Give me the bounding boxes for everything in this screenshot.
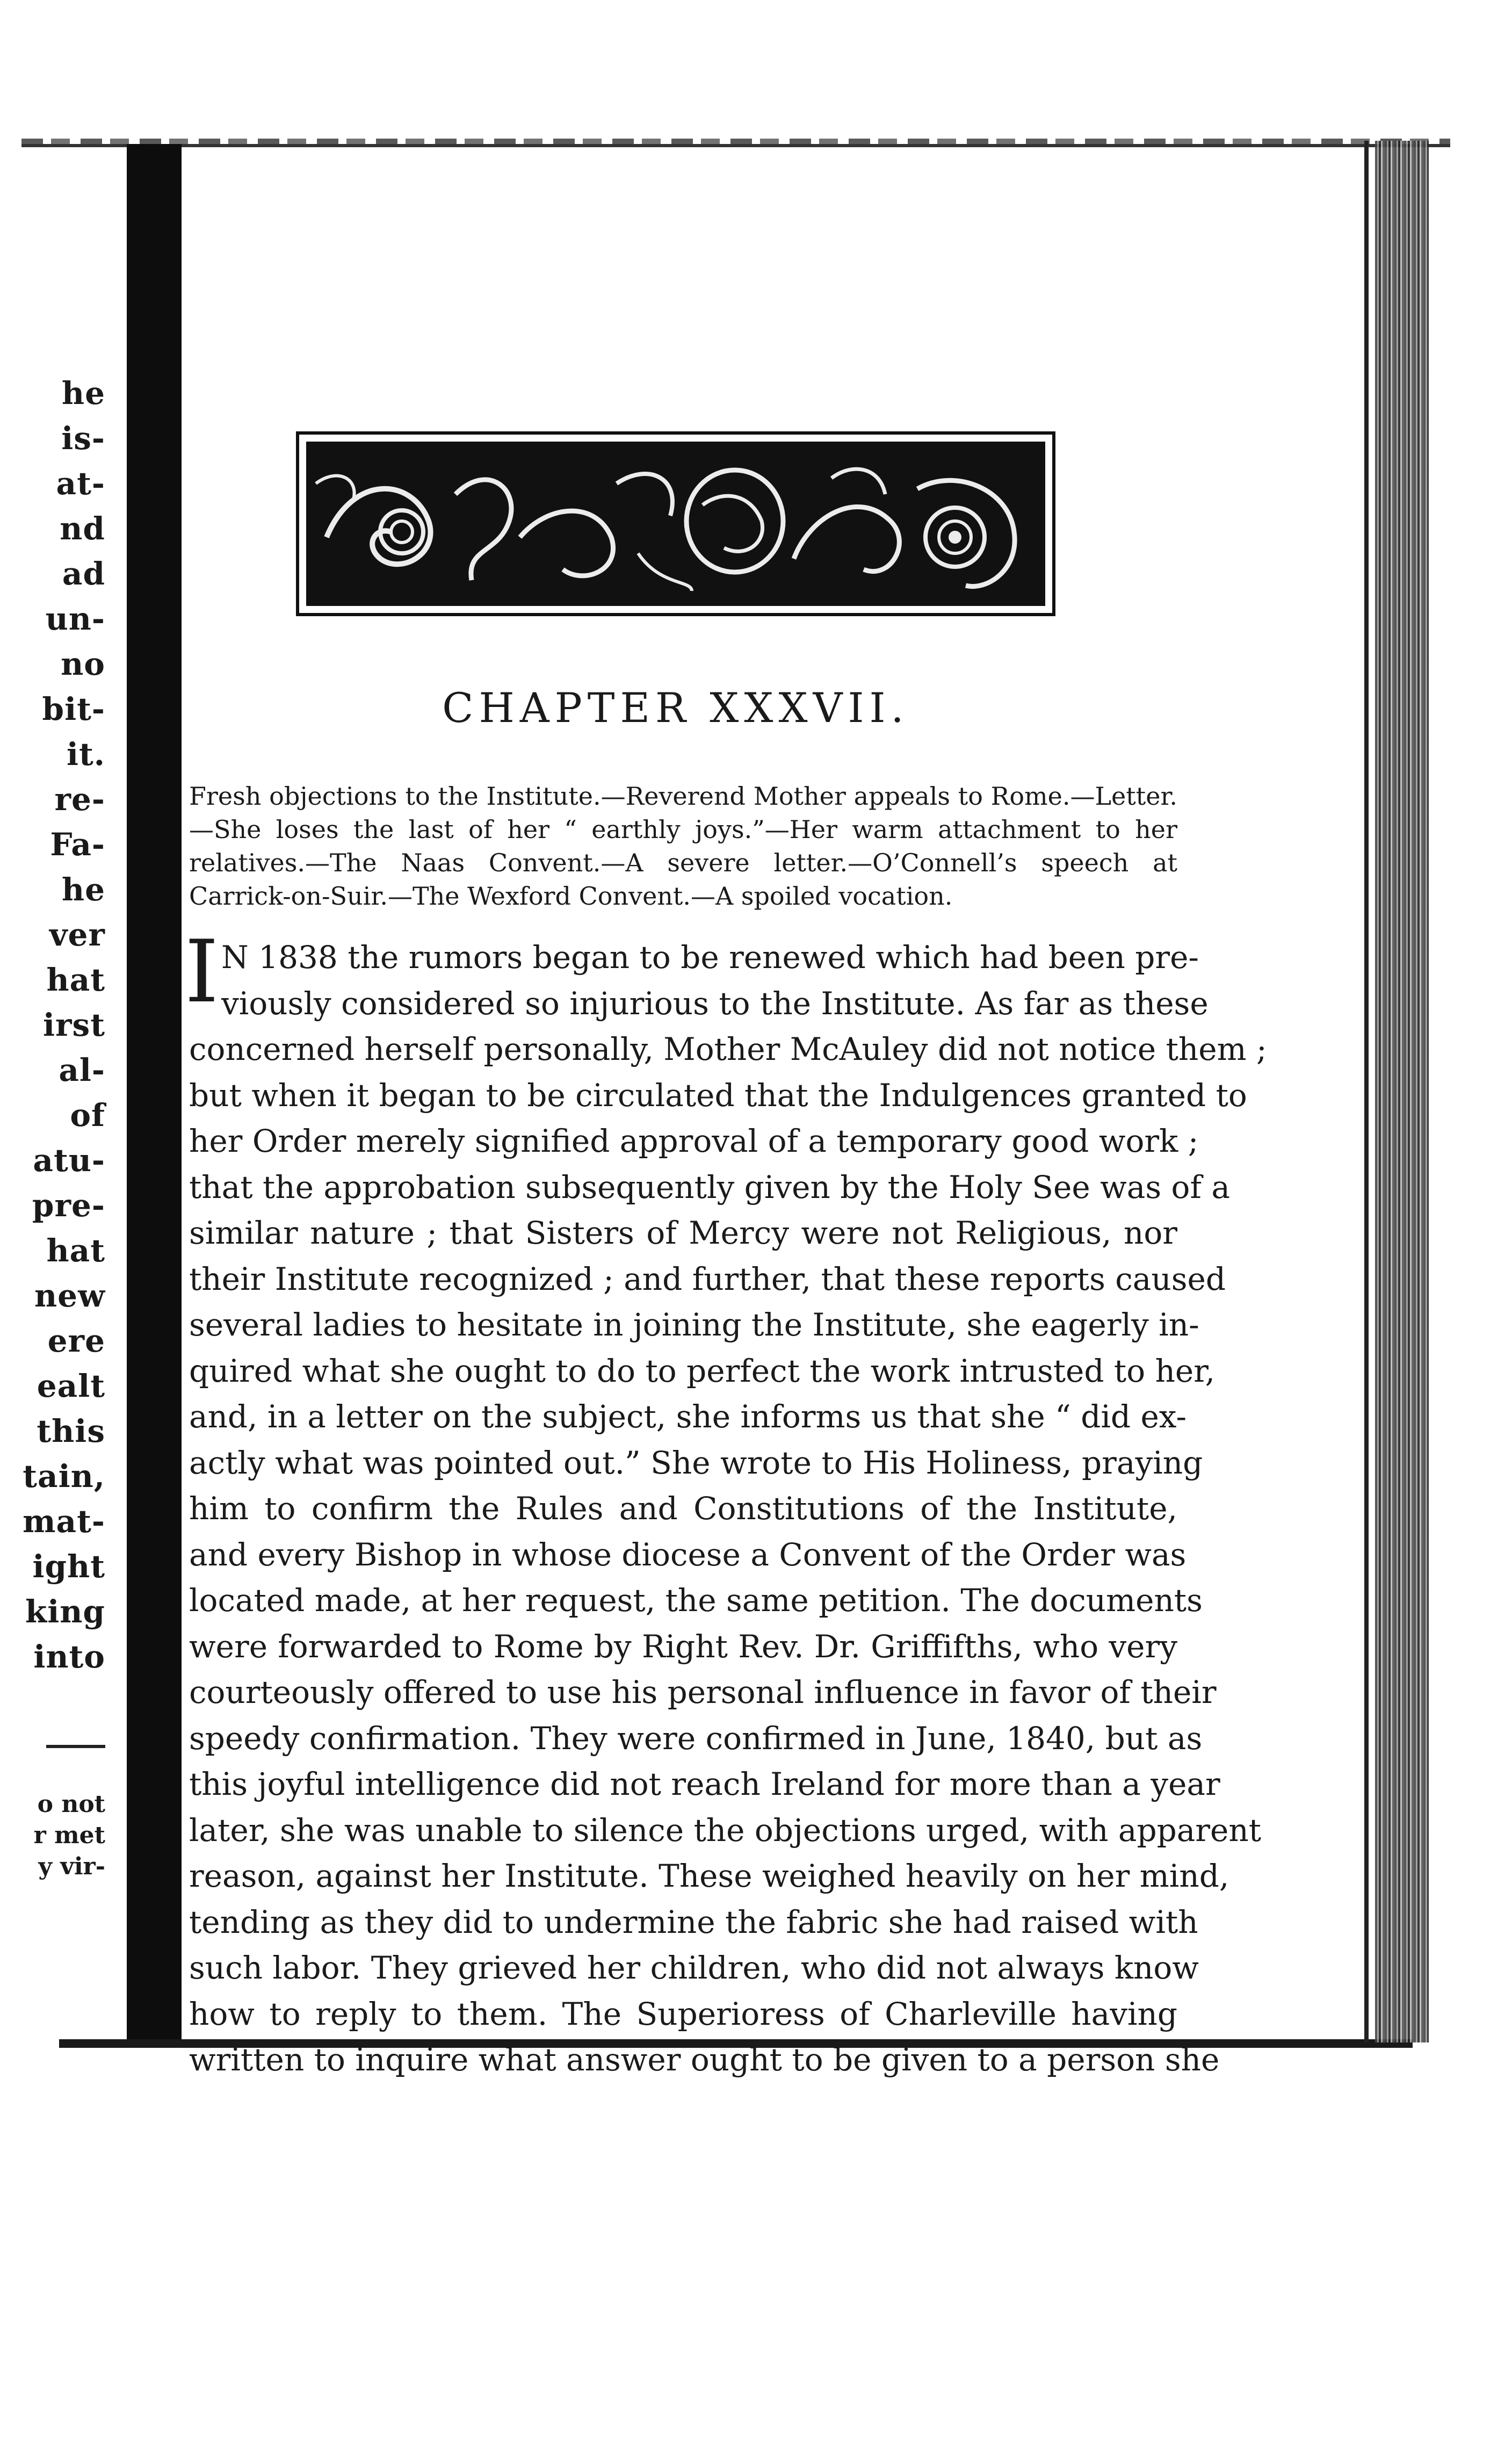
decorative-ornament-banner	[294, 430, 1057, 618]
facing-page-fragment: ealt	[37, 1368, 105, 1404]
body-line: but when it began to be circulated that the Indulgences granted to	[189, 1077, 1247, 1114]
drop-cap: I	[185, 921, 219, 1022]
facing-page-fragment: pre-	[32, 1187, 105, 1224]
body-line: that the approbation subsequently given by the Holy See was of a	[189, 1168, 1230, 1205]
right-edge-line	[1364, 141, 1369, 2042]
body-line: later, she was unable to silence the objections urged, with apparent	[189, 1811, 1262, 1849]
facing-page-fragment: nd	[60, 510, 105, 547]
facing-page-fragments-lower	[0, 1789, 105, 1882]
body-line: similar nature ; that Sisters of Mercy were not Religious, nor	[189, 1215, 1177, 1251]
facing-page-fragment: un-	[45, 601, 105, 637]
facing-page-rule	[46, 1745, 105, 1748]
body-line: quired what she ought to do to perfect the work intrusted to her,	[189, 1352, 1216, 1389]
facing-page-fragments-upper	[0, 371, 105, 1679]
page-edge-texture	[1375, 141, 1429, 2042]
facing-page-fragment: al-	[59, 1052, 105, 1088]
facing-page-fragment: king	[25, 1593, 105, 1630]
binding-spine	[127, 144, 182, 2046]
body-text	[185, 921, 1267, 2083]
facing-page-fragment: ad	[62, 555, 105, 592]
facing-page-fragment: into	[33, 1638, 105, 1675]
body-line: such labor. They grieved her children, who did not always know	[189, 1950, 1199, 1986]
facing-page-fragment: irst	[42, 1007, 105, 1043]
facing-page-fragment: this	[37, 1413, 105, 1449]
facing-page-fragment: new	[34, 1277, 105, 1314]
facing-page-fragment: re-	[54, 781, 105, 818]
body-line: concerned herself personally, Mother McAuley did not notice them ;	[189, 1031, 1267, 1067]
body-line: several ladies to hesitate in joining the Institute, she eagerly in-	[189, 1306, 1199, 1343]
facing-page-fragment: he	[61, 375, 105, 412]
facing-page-fragment: tain,	[23, 1458, 105, 1495]
body-line: reason, against her Institute. These weighed heavily on her mind,	[189, 1858, 1229, 1894]
body-line: and every Bishop in whose diocese a Convent of the Order was	[189, 1536, 1187, 1573]
facing-page-fragment: mat-	[23, 1503, 105, 1540]
facing-page-fragment: at-	[56, 465, 105, 502]
facing-page-fragment: atu-	[33, 1142, 105, 1179]
top-edge-line	[21, 144, 1450, 147]
body-line: and, in a letter on the subject, she informs us that she “ did ex-	[189, 1398, 1187, 1435]
facing-page-fragment: is-	[61, 420, 105, 457]
facing-page-fragment: ere	[47, 1323, 105, 1359]
body-line: courteously offered to use his personal influence in favor of their	[189, 1674, 1217, 1710]
facing-page-fragment: bit-	[42, 691, 105, 727]
chapter-title: CHAPTER XXXVII.	[442, 683, 909, 732]
facing-page-fragment: it.	[66, 736, 105, 773]
body-line: N 1838 the rumors began to be renewed which had been pre-	[221, 939, 1199, 976]
body-line: their Institute recognized ; and further, that these reports caused	[189, 1260, 1226, 1297]
facing-page-fragment: Fa-	[50, 826, 105, 863]
facing-page-fragment: hat	[46, 962, 105, 998]
body-line: him to confirm the Rules and Constitutions of the Institute,	[189, 1490, 1177, 1527]
facing-page-fragment: ver	[49, 916, 105, 953]
body-line: speedy confirmation. They were confirmed in June, 1840, but as	[189, 1720, 1203, 1757]
facing-page-fragment: no	[61, 646, 105, 682]
body-line: actly what was pointed out.” She wrote to His Holiness, praying	[189, 1444, 1203, 1481]
chapter-summary: Fresh objections to the Institute.—Reverend Mother appeals to Rome.—Letter.—She loses the last of her “ earthly joys.”—Her warm attachment to her relatives.—The Naas Convent.—A severe letter.—O’Connell’s speech at Carrick-on-Suir.—The Wexford Convent.—A spoiled vocation.	[189, 782, 1177, 911]
body-line: written to inquire what answer ought to be given to a person she	[189, 2041, 1220, 2078]
body-line: how to reply to them. The Superioress of Charleville having	[189, 1995, 1177, 2032]
body-line: located made, at her request, the same petition. The documents	[189, 1582, 1203, 1619]
facing-page-fragment: r met	[33, 1822, 105, 1849]
facing-page-fragment: of	[70, 1097, 105, 1134]
facing-page-fragment: o not	[37, 1791, 105, 1818]
facing-page-fragment: hat	[46, 1232, 105, 1269]
body-line: this joyful intelligence did not reach Ireland for more than a year	[189, 1766, 1220, 1802]
facing-page-fragment: he	[61, 871, 105, 908]
facing-page-fragment: y vir-	[38, 1853, 105, 1880]
facing-page-fragment: ight	[32, 1548, 105, 1585]
body-line: tending as they did to undermine the fabric she had raised with	[189, 1903, 1198, 1940]
body-line: viously considered so injurious to the Institute. As far as these	[221, 985, 1209, 1022]
body-line: her Order merely signified approval of a temporary good work ;	[189, 1123, 1199, 1159]
body-line: were forwarded to Rome by Right Rev. Dr. Griffifths, who very	[189, 1628, 1177, 1665]
